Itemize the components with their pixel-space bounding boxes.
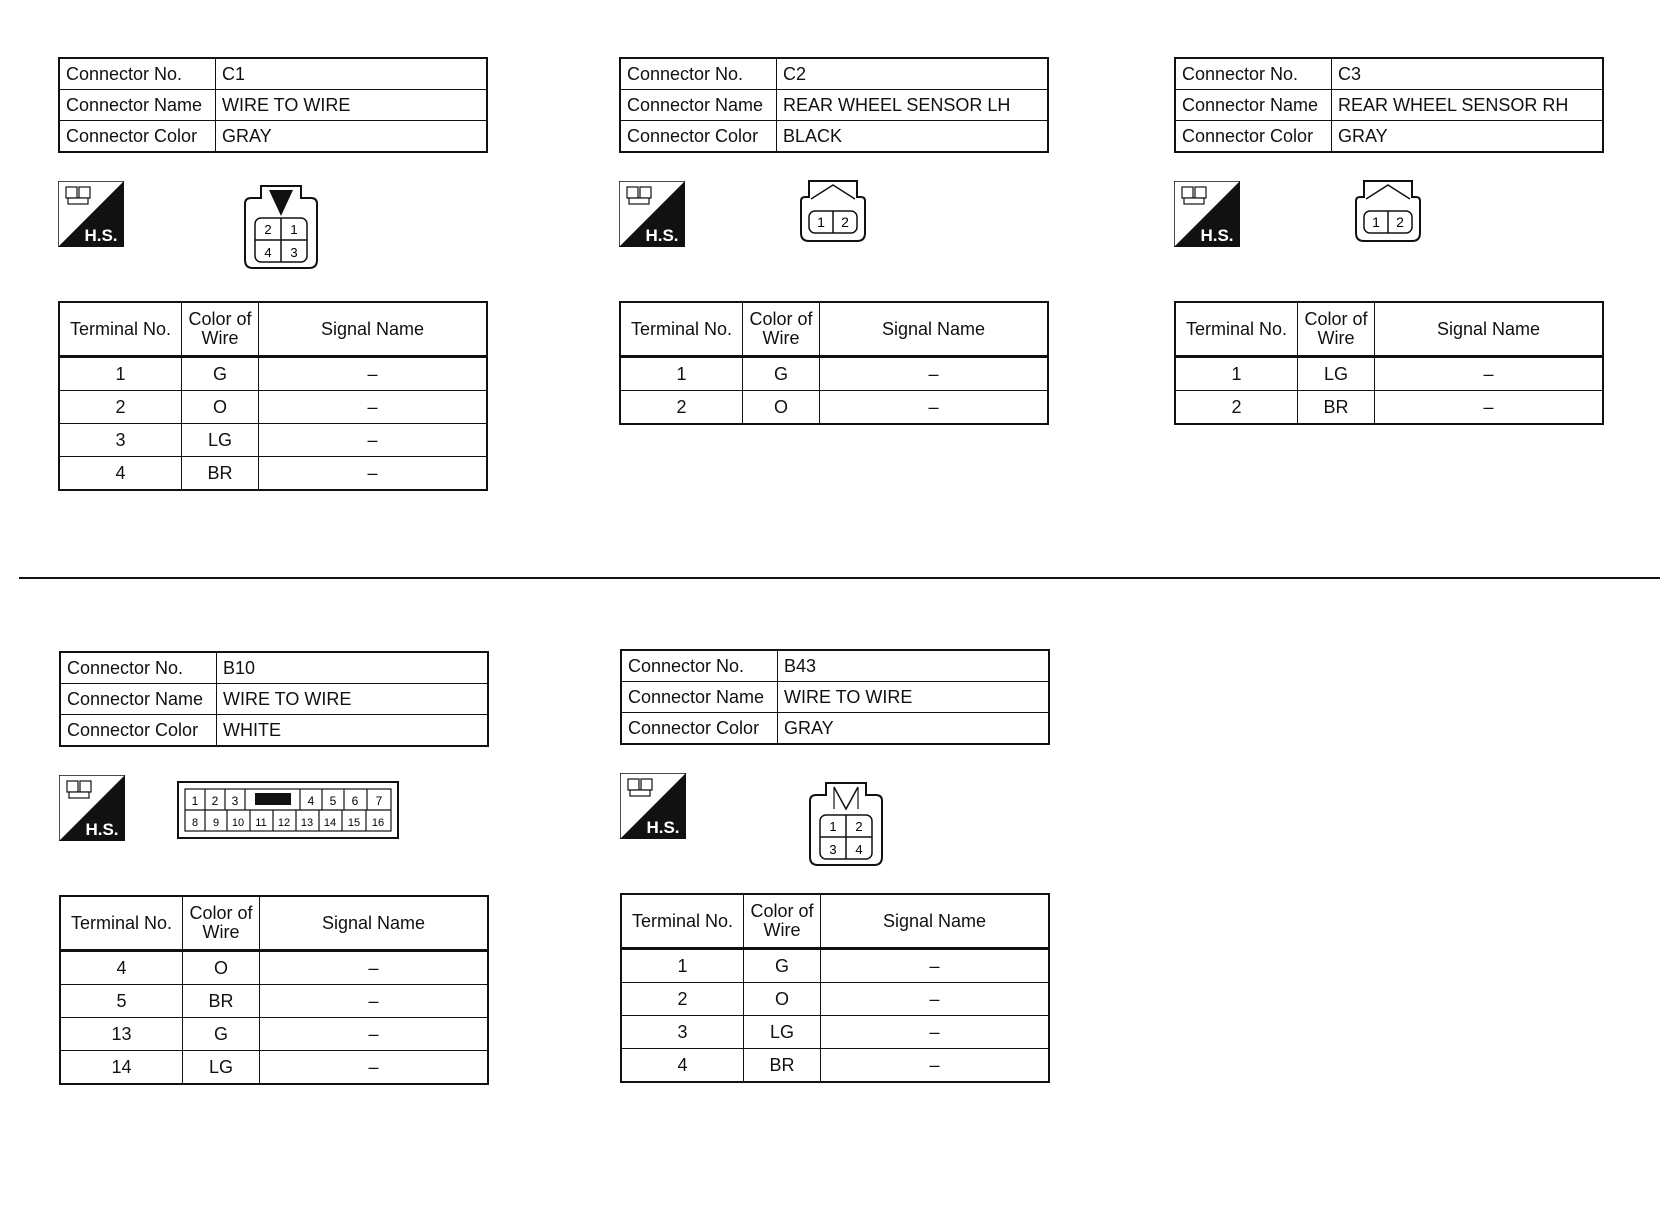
table-row: 1 LG – — [1175, 357, 1603, 391]
table-row: 4 BR – — [59, 457, 487, 491]
connector-no-label: Connector No. — [60, 652, 217, 684]
connector-no-value: C3 — [1332, 58, 1604, 90]
connector-block-c3 — [1174, 57, 1604, 497]
connector-info-table — [1174, 57, 1604, 153]
connector-name-label: Connector Name — [621, 682, 778, 713]
terminal-no-header: Terminal No. — [1175, 302, 1298, 357]
wire-color-header: Color of Wire — [183, 896, 260, 951]
connector-color-label: Connector Color — [59, 121, 216, 153]
hs-badge-text: H.S. — [85, 820, 119, 839]
signal-name-header: Signal Name — [1375, 302, 1604, 357]
signal-name-header: Signal Name — [820, 302, 1049, 357]
connector-face-icon — [799, 179, 867, 243]
pin-label: 8 — [191, 817, 199, 829]
pin-label: 5 — [329, 794, 337, 808]
connector-name-value: WIRE TO WIRE — [778, 682, 1050, 713]
connector-color-value: GRAY — [1332, 121, 1604, 153]
pin-label: 2 — [1396, 214, 1404, 230]
connector-no-value: C1 — [216, 58, 488, 90]
wire-color-header: Color of Wire — [1298, 302, 1375, 357]
signal-name-header: Signal Name — [259, 302, 488, 357]
connector-no-value: B43 — [778, 650, 1050, 682]
table-row: 1 G – — [620, 357, 1048, 391]
connector-face-icon — [243, 182, 319, 270]
table-row: 2 O – — [621, 983, 1049, 1016]
pin-label: 15 — [347, 817, 361, 829]
pin-label: 2 — [855, 819, 863, 834]
terminal-no-header: Terminal No. — [620, 302, 743, 357]
table-row: 2 O – — [620, 391, 1048, 425]
pin-label: 13 — [300, 817, 314, 829]
hs-badge-icon — [619, 181, 685, 247]
pin-label: 16 — [371, 817, 385, 829]
table-row: 3 LG – — [59, 424, 487, 457]
wire-color-header: Color of Wire — [743, 302, 820, 357]
table-row: 4 O – — [60, 951, 488, 985]
connector-name-label: Connector Name — [60, 684, 217, 715]
connector-face-icon — [1354, 179, 1422, 243]
connector-no-label: Connector No. — [621, 650, 778, 682]
connector-no-label: Connector No. — [59, 58, 216, 90]
pin-label: 2 — [841, 214, 849, 230]
terminal-no-header: Terminal No. — [621, 894, 744, 949]
pin-label: 14 — [323, 817, 337, 829]
connector-info-table — [620, 649, 1050, 745]
connector-name-value: REAR WHEEL SENSOR LH — [777, 90, 1049, 121]
pin-label: 12 — [277, 817, 291, 829]
table-row: 2 O – — [59, 391, 487, 424]
connector-name-label: Connector Name — [620, 90, 777, 121]
terminal-table — [1174, 301, 1604, 425]
pin-label: 1 — [191, 794, 199, 808]
connector-no-value: C2 — [777, 58, 1049, 90]
pin-label: 3 — [231, 794, 239, 808]
connector-block-b43 — [620, 649, 1050, 1089]
hs-badge-icon — [620, 773, 686, 839]
wire-color-header: Color of Wire — [182, 302, 259, 357]
signal-name-header: Signal Name — [260, 896, 489, 951]
pin-label: 1 — [1372, 214, 1380, 230]
table-row: 1 G – — [59, 357, 487, 391]
pin-label: 4 — [264, 245, 272, 260]
table-row: 14 LG – — [60, 1051, 488, 1085]
pin-label: 3 — [829, 842, 837, 857]
hs-badge-text: H.S. — [84, 226, 118, 245]
terminal-table — [59, 895, 489, 1085]
connector-face-icon — [808, 779, 884, 867]
connector-color-value: GRAY — [778, 713, 1050, 745]
pin-label: 4 — [307, 794, 315, 808]
connector-color-value: BLACK — [777, 121, 1049, 153]
table-row: 2 BR – — [1175, 391, 1603, 425]
pin-label: 6 — [351, 794, 359, 808]
connector-name-label: Connector Name — [1175, 90, 1332, 121]
pin-label: 11 — [255, 817, 267, 829]
connector-color-label: Connector Color — [60, 715, 217, 747]
connector-name-value: REAR WHEEL SENSOR RH — [1332, 90, 1604, 121]
pin-label: 10 — [231, 817, 245, 829]
connector-block-c2 — [619, 57, 1049, 497]
terminal-table — [58, 301, 488, 491]
terminal-no-header: Terminal No. — [59, 302, 182, 357]
connector-color-value: GRAY — [216, 121, 488, 153]
connector-no-value: B10 — [217, 652, 489, 684]
hs-badge-text: H.S. — [646, 818, 680, 837]
hs-badge-icon — [58, 181, 124, 247]
terminal-table — [620, 893, 1050, 1083]
connector-color-label: Connector Color — [1175, 121, 1332, 153]
pin-label: 1 — [817, 214, 825, 230]
connector-name-value: WIRE TO WIRE — [217, 684, 489, 715]
connector-name-label: Connector Name — [59, 90, 216, 121]
pin-label: 7 — [375, 794, 383, 808]
connector-color-value: WHITE — [217, 715, 489, 747]
connector-color-label: Connector Color — [620, 121, 777, 153]
connector-no-label: Connector No. — [1175, 58, 1332, 90]
connector-name-value: WIRE TO WIRE — [216, 90, 488, 121]
table-row: 1 G – — [621, 949, 1049, 983]
connector-info-table — [619, 57, 1049, 153]
section-divider — [19, 577, 1660, 579]
table-row: 4 BR – — [621, 1049, 1049, 1083]
table-row: 13 G – — [60, 1018, 488, 1051]
hs-badge-icon — [59, 775, 125, 841]
signal-name-header: Signal Name — [821, 894, 1050, 949]
table-row: 3 LG – — [621, 1016, 1049, 1049]
connector-block-c1 — [58, 57, 488, 497]
connector-block-b10 — [59, 651, 489, 1091]
hs-badge-icon — [1174, 181, 1240, 247]
pin-label: 2 — [211, 794, 219, 808]
table-row: 5 BR – — [60, 985, 488, 1018]
connector-no-label: Connector No. — [620, 58, 777, 90]
connector-color-label: Connector Color — [621, 713, 778, 745]
pin-label: 1 — [829, 819, 837, 834]
pin-label: 1 — [290, 222, 298, 237]
pin-label: 4 — [855, 842, 863, 857]
hs-badge-text: H.S. — [1200, 226, 1234, 245]
hs-badge-text: H.S. — [645, 226, 679, 245]
pin-label: 2 — [264, 222, 272, 237]
terminal-no-header: Terminal No. — [60, 896, 183, 951]
connector-info-table — [59, 651, 489, 747]
connector-info-table — [58, 57, 488, 153]
pin-label: 3 — [290, 245, 298, 260]
connector-face-icon — [177, 781, 399, 839]
pin-label: 9 — [212, 817, 220, 829]
wire-color-header: Color of Wire — [744, 894, 821, 949]
terminal-table — [619, 301, 1049, 425]
